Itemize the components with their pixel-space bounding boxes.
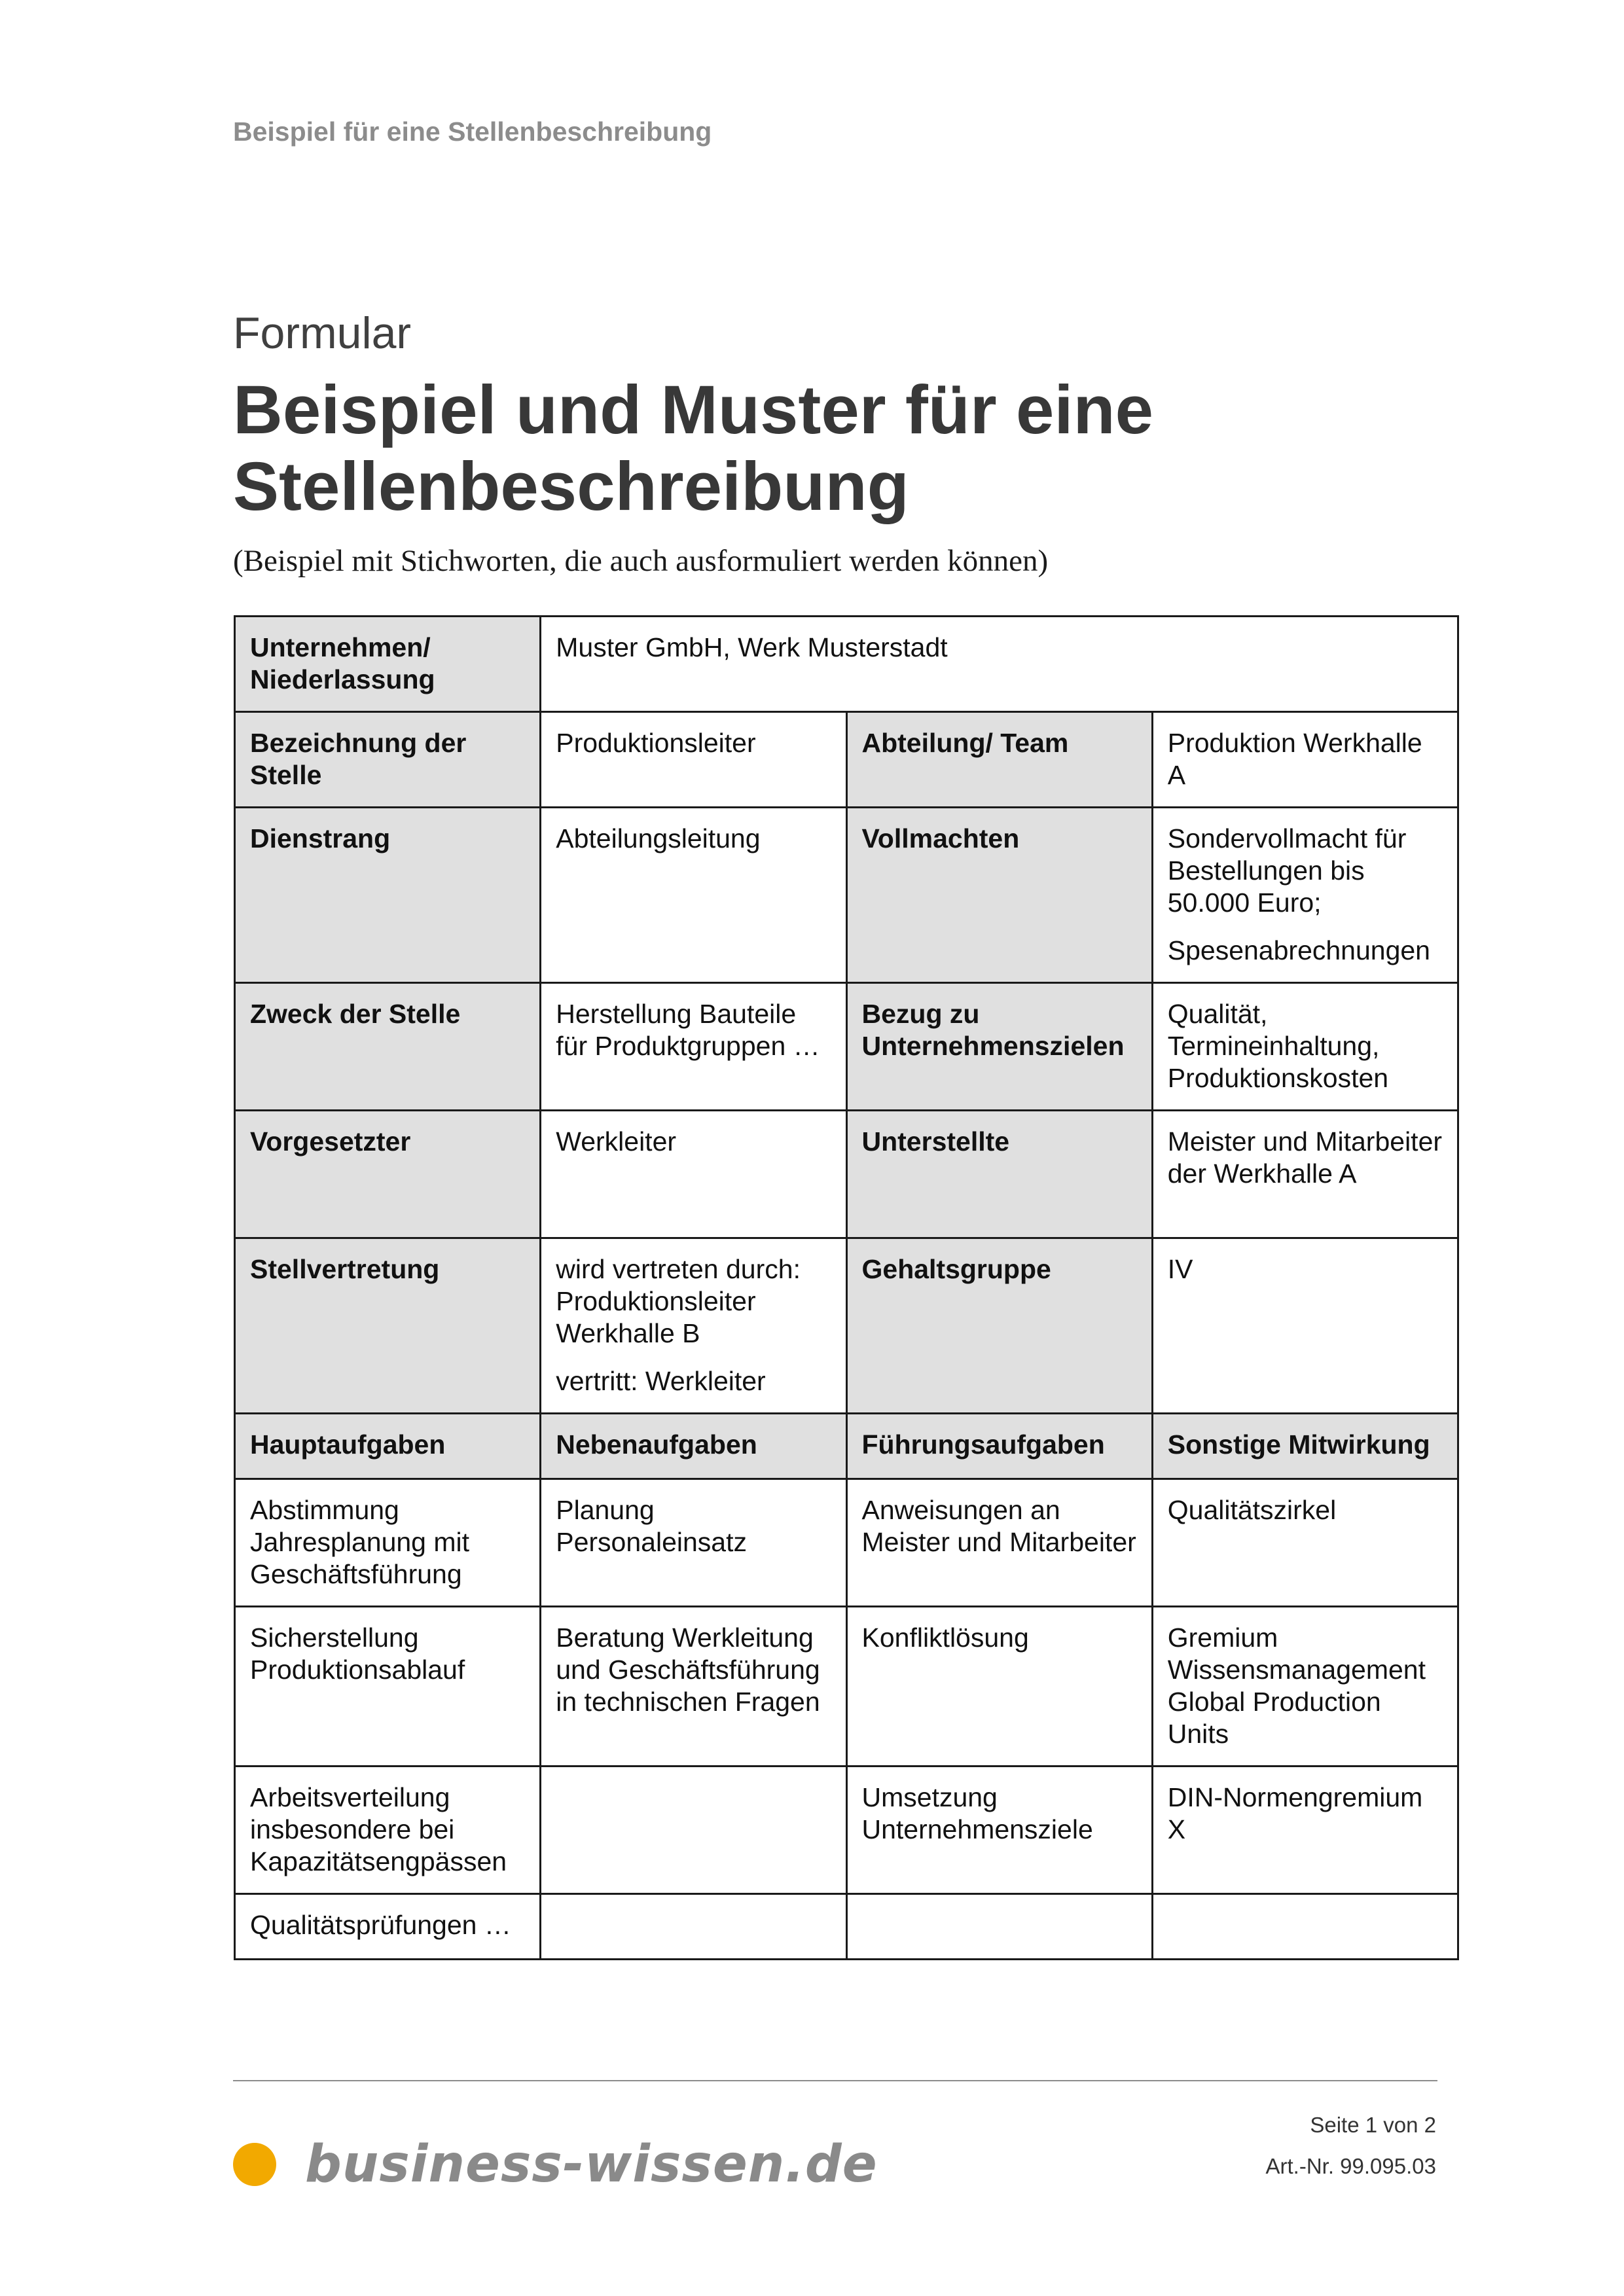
table-row [235,712,1458,808]
task-cell: Planung Personaleinsatz [541,1479,846,1607]
field-value-line: Spesenabrechnungen [1167,935,1430,965]
field-value-line: wird vertreten durch: Produktionsleiter Werkhalle B [556,1254,801,1348]
task-cell: Beratung Werkleitung und Geschäftsführung in technischen Fragen [541,1607,846,1767]
table-row [235,617,1458,712]
field-value-line: Sondervollmacht für Bestellungen bis 50.000 Euro; [1167,823,1407,918]
task-cell: Gremium Wissensmanagement Global Production Units [1152,1607,1458,1767]
task-row [235,1767,1458,1894]
field-label: Bezug zu Unternehmenszielen [846,983,1152,1111]
job-description-table [234,615,1459,1960]
field-value [1152,808,1458,983]
table-row [235,1238,1458,1414]
company-label: Unternehmen/ Niederlassung [235,617,541,712]
task-cell: Anweisungen an Meister und Mitarbeiter [846,1479,1152,1607]
field-label: Vollmachten [846,808,1152,983]
document-type: Formular [233,308,412,358]
table-row [235,808,1458,983]
field-label: Bezeichnung der Stelle [235,712,541,808]
field-label: Dienstrang [235,808,541,983]
task-cell [541,1894,846,1960]
field-value [1152,1238,1458,1414]
page-number: Seite 1 von 2 [1310,2113,1436,2137]
field-value-line: Qualität, Termineinhaltung, Produktionskosten [1167,999,1389,1093]
field-value [1152,1111,1458,1238]
task-cell [541,1767,846,1894]
task-row [235,1479,1458,1607]
table-row [235,983,1458,1111]
field-value [541,983,846,1111]
page-title: Beispiel und Muster für eine Stellenbeschreibung [233,372,1154,525]
field-label: Stellvertretung [235,1238,541,1414]
running-header: Beispiel für eine Stellenbeschreibung [233,117,712,147]
field-value-line: IV [1167,1254,1193,1284]
task-column-header: Führungsaufgaben [846,1414,1152,1479]
field-value [541,1111,846,1238]
field-value [1152,712,1458,808]
footer-divider [233,2080,1437,2081]
logo-dot-icon [233,2143,276,2186]
task-row [235,1894,1458,1960]
task-row [235,1607,1458,1767]
task-column-header: Sonstige Mitwirkung [1152,1414,1458,1479]
field-value [541,808,846,983]
task-cell: Abstimmung Jahresplanung mit Geschäftsführung [235,1479,541,1607]
task-cell: Konfliktlösung [846,1607,1152,1767]
field-value-line: Meister und Mitarbeiter der Werkhalle A [1167,1126,1443,1189]
article-number: Art.-Nr. 99.095.03 [1265,2154,1436,2178]
task-column-header: Nebenaufgaben [541,1414,846,1479]
logo-text: business-wissen.de [305,2135,878,2194]
field-value-line: Produktion Werkhalle A [1167,728,1422,790]
field-value-line: Herstellung Bauteile für Produktgruppen … [556,999,820,1061]
task-cell [846,1894,1152,1960]
task-cell [1152,1894,1458,1960]
brand-logo [233,2135,878,2194]
field-value-line: Produktionsleiter [556,728,756,758]
task-header-row [235,1414,1458,1479]
task-cell: Arbeitsverteilung insbesondere bei Kapazitätsengpässen [235,1767,541,1894]
task-cell: Qualitätsprüfungen … [235,1894,541,1960]
task-cell: Qualitätszirkel [1152,1479,1458,1607]
task-cell: Sicherstellung Produktionsablauf [235,1607,541,1767]
field-label: Vorgesetzter [235,1111,541,1238]
field-label: Unterstellte [846,1111,1152,1238]
field-value [541,712,846,808]
field-value [541,1238,846,1414]
table-row [235,1111,1458,1238]
field-label: Abteilung/ Team [846,712,1152,808]
field-label: Zweck der Stelle [235,983,541,1111]
task-cell: Umsetzung Unternehmensziele [846,1767,1152,1894]
field-value-line: vertritt: Werkleiter [556,1366,766,1396]
company-value: Muster GmbH, Werk Musterstadt [541,617,1458,712]
field-value [1152,983,1458,1111]
task-column-header: Hauptaufgaben [235,1414,541,1479]
page-subtitle: (Beispiel mit Stichworten, die auch ausformuliert werden können) [233,544,1049,578]
field-label: Gehaltsgruppe [846,1238,1152,1414]
field-value-line: Abteilungsleitung [556,823,761,853]
field-value-line: Werkleiter [556,1126,677,1157]
task-cell: DIN-Normengremium X [1152,1767,1458,1894]
